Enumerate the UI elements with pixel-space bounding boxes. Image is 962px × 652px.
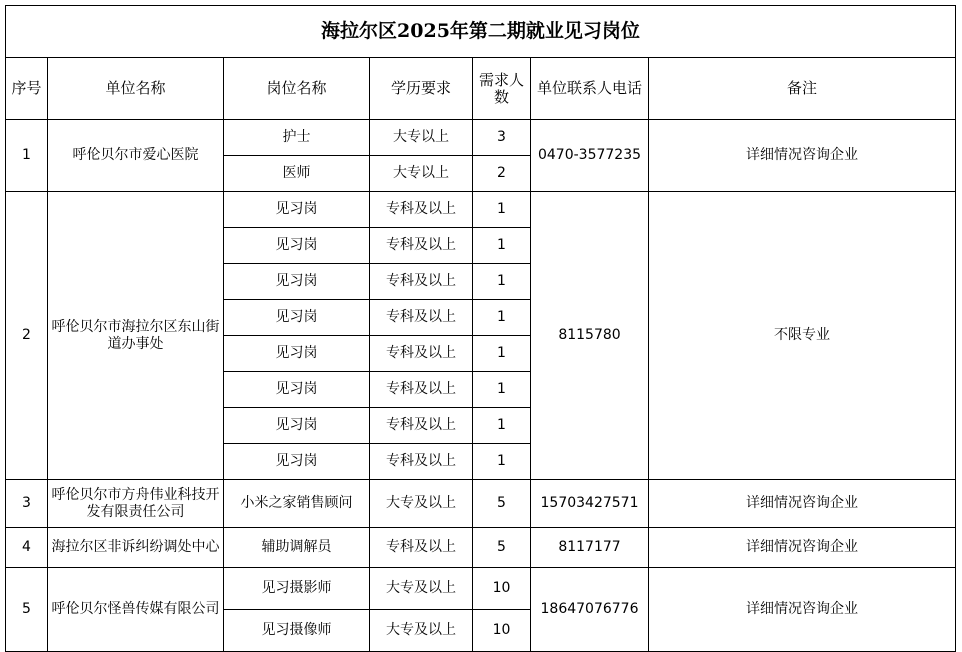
cell-demand: 10	[473, 568, 531, 610]
cell-position: 见习摄像师	[224, 610, 370, 652]
cell-demand: 5	[473, 528, 531, 568]
cell-remark: 详细情况咨询企业	[649, 568, 956, 652]
cell-position: 护士	[224, 120, 370, 156]
cell-position: 见习岗	[224, 408, 370, 444]
cell-position: 见习岗	[224, 444, 370, 480]
table-row	[6, 528, 956, 568]
cell-demand: 2	[473, 156, 531, 192]
header-demand: 需求人数	[473, 58, 531, 120]
cell-unit-name: 海拉尔区非诉纠纷调处中心	[48, 528, 224, 568]
cell-education: 专科及以上	[370, 528, 473, 568]
cell-phone: 8117177	[531, 528, 649, 568]
cell-unit-name: 呼伦贝尔市海拉尔区东山街道办事处	[48, 192, 224, 480]
cell-demand: 1	[473, 372, 531, 408]
cell-demand: 5	[473, 480, 531, 528]
header-unit: 单位名称	[48, 58, 224, 120]
cell-education: 大专及以上	[370, 610, 473, 652]
cell-education: 专科及以上	[370, 444, 473, 480]
cell-phone: 0470-3577235	[531, 120, 649, 192]
cell-demand: 1	[473, 408, 531, 444]
cell-position: 见习摄影师	[224, 568, 370, 610]
cell-education: 专科及以上	[370, 408, 473, 444]
jobs-table	[5, 5, 956, 652]
cell-demand: 1	[473, 336, 531, 372]
header-seq: 序号	[6, 58, 48, 120]
cell-education: 专科及以上	[370, 300, 473, 336]
cell-position: 见习岗	[224, 228, 370, 264]
header-row	[6, 58, 956, 120]
cell-position: 辅助调解员	[224, 528, 370, 568]
cell-education: 专科及以上	[370, 336, 473, 372]
cell-remark: 详细情况咨询企业	[649, 120, 956, 192]
cell-seq: 1	[6, 120, 48, 192]
cell-demand: 1	[473, 228, 531, 264]
cell-seq: 4	[6, 528, 48, 568]
cell-remark: 不限专业	[649, 192, 956, 480]
cell-education: 专科及以上	[370, 372, 473, 408]
cell-position: 见习岗	[224, 264, 370, 300]
cell-unit-name: 呼伦贝尔市爱心医院	[48, 120, 224, 192]
cell-education: 大专及以上	[370, 480, 473, 528]
cell-position: 医师	[224, 156, 370, 192]
header-remark: 备注	[649, 58, 956, 120]
cell-unit-name: 呼伦贝尔市方舟伟业科技开发有限责任公司	[48, 480, 224, 528]
cell-education: 专科及以上	[370, 264, 473, 300]
cell-demand: 1	[473, 192, 531, 228]
table-row	[6, 480, 956, 528]
cell-education: 专科及以上	[370, 192, 473, 228]
cell-education: 大专及以上	[370, 568, 473, 610]
table-row	[6, 120, 956, 156]
cell-seq: 5	[6, 568, 48, 652]
cell-education: 专科及以上	[370, 228, 473, 264]
table-row	[6, 192, 956, 228]
cell-demand: 1	[473, 300, 531, 336]
cell-demand: 1	[473, 444, 531, 480]
cell-seq: 3	[6, 480, 48, 528]
cell-position: 见习岗	[224, 192, 370, 228]
cell-demand: 1	[473, 264, 531, 300]
title-row	[6, 6, 956, 58]
header-position: 岗位名称	[224, 58, 370, 120]
header-education: 学历要求	[370, 58, 473, 120]
cell-phone: 18647076776	[531, 568, 649, 652]
table-row	[6, 568, 956, 610]
header-phone: 单位联系人电话	[531, 58, 649, 120]
cell-education: 大专以上	[370, 120, 473, 156]
cell-phone: 8115780	[531, 192, 649, 480]
cell-position: 见习岗	[224, 336, 370, 372]
cell-demand: 3	[473, 120, 531, 156]
cell-demand: 10	[473, 610, 531, 652]
cell-unit-name: 呼伦贝尔怪兽传媒有限公司	[48, 568, 224, 652]
cell-remark: 详细情况咨询企业	[649, 528, 956, 568]
cell-remark: 详细情况咨询企业	[649, 480, 956, 528]
cell-position: 见习岗	[224, 372, 370, 408]
cell-seq: 2	[6, 192, 48, 480]
cell-position: 见习岗	[224, 300, 370, 336]
cell-position: 小米之家销售顾问	[224, 480, 370, 528]
page-title: 海拉尔区2025年第二期就业见习岗位	[6, 6, 956, 58]
cell-phone: 15703427571	[531, 480, 649, 528]
cell-education: 大专以上	[370, 156, 473, 192]
